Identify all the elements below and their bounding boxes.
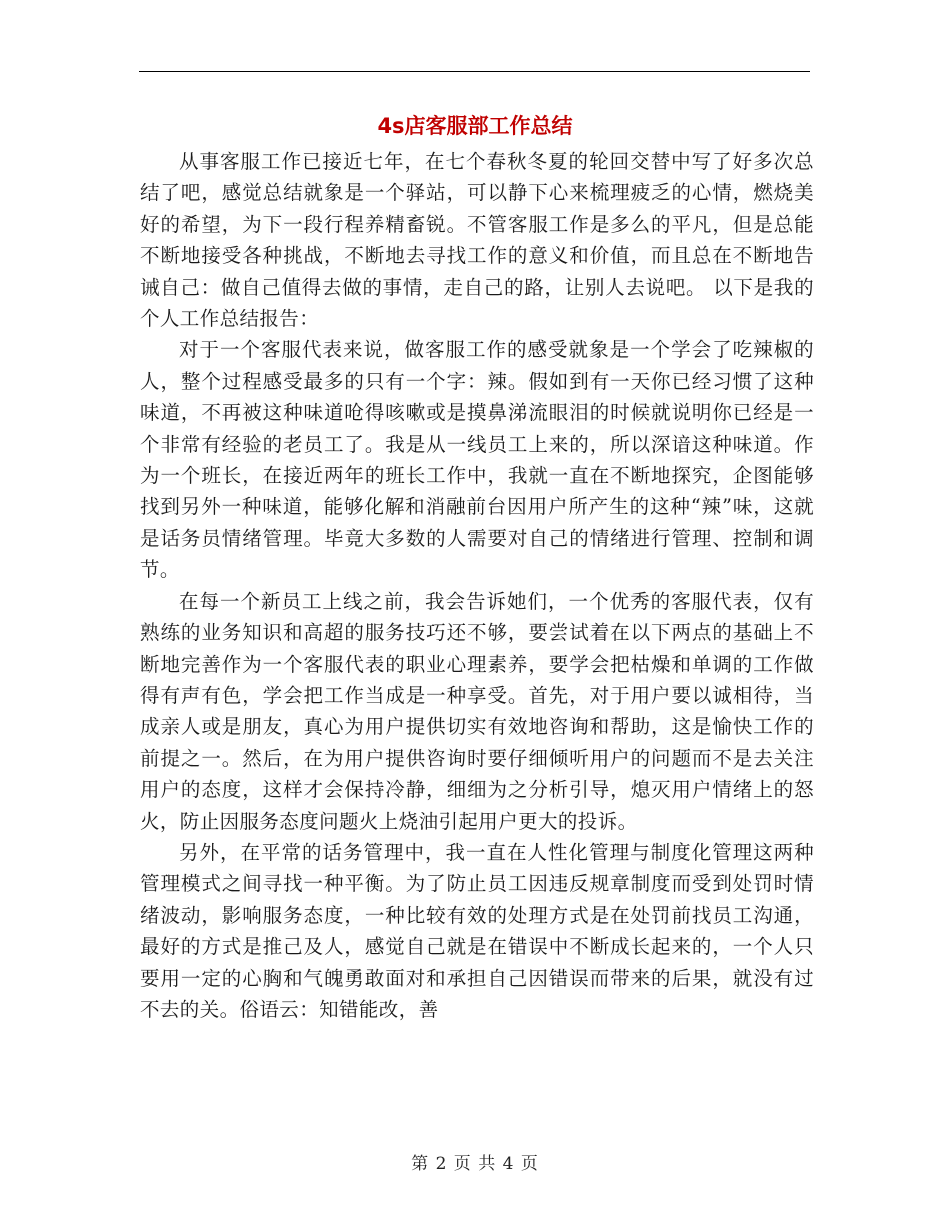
body-paragraph-1: 从事客服工作已接近七年，在七个春秋冬夏的轮回交替中写了好多次总结了吧，感觉总结就象是一个驿站，可以静下心来梳理疲乏的心情，燃烧美好的希望，为下一段行程养精畜锐。不管客服工作是多么的平凡，但是总能不断地接受各种挑战，不断地去寻找工作的意义和价值，而且总在不断地告诫自己：做自己值得去做的事情，走自己的路，让别人去说吧。 以下是我的个人工作总结报告： <box>140 150 814 331</box>
document-body <box>140 146 814 1025</box>
header-rule <box>139 71 810 72</box>
body-paragraph-3: 在每一个新员工上线之前，我会告诉她们，一个优秀的客服代表，仅有熟练的业务知识和高超的服务技巧还不够，要尝试着在以下两点的基础上不断地完善作为一个客服代表的职业心理素养，要学会把枯燥和单调的工作做得有声有色，学会把工作当成是一种享受。首先，对于用户要以诚相待，当成亲人或是朋友，真心为用户提供切实有效地咨询和帮助，这是愉快工作的前提之一。然后，在为用户提供咨询时要仔细倾听用户的问题而不是去关注用户的态度，这样才会保持冷静，细细为之分析引导，熄灭用户情绪上的怒火，防止因服务态度问题火上烧油引起用户更大的投诉。 <box>140 589 814 833</box>
document-title: 4s店客服部工作总结 <box>377 114 573 138</box>
page-number-footer: 第 2 页 共 4 页 <box>411 1154 539 1174</box>
body-paragraph-2: 对于一个客服代表来说，做客服工作的感受就象是一个学会了吃辣椒的人，整个过程感受最多的只有一个字：辣。假如到有一天你已经习惯了这种味道，不再被这种味道呛得咳嗽或是摸鼻涕流眼泪的时候就说明你已经是一个非常有经验的老员工了。我是从一线员工上来的，所以深谙这种味道。作为一个班长，在接近两年的班长工作中，我就一直在不断地探究，企图能够找到另外一种味道，能够化解和消融前台因用户所产生的这种“辣”味，这就是话务员情绪管理。毕竟大多数的人需要对自己的情绪进行管理、控制和调节。 <box>140 338 814 582</box>
body-paragraph-4: 另外，在平常的话务管理中，我一直在人性化管理与制度化管理这两种管理模式之间寻找一种平衡。为了防止员工因违反规章制度而受到处罚时情绪波动，影响服务态度，一种比较有效的处理方式是在处罚前找员工沟通，最好的方式是推己及人，感觉自己就是在错误中不断成长起来的，一个人只要用一定的心胸和气魄勇敢面对和承担自己因错误而带来的后果，就没有过不去的关。俗语云：知错能改，善 <box>140 840 814 1021</box>
